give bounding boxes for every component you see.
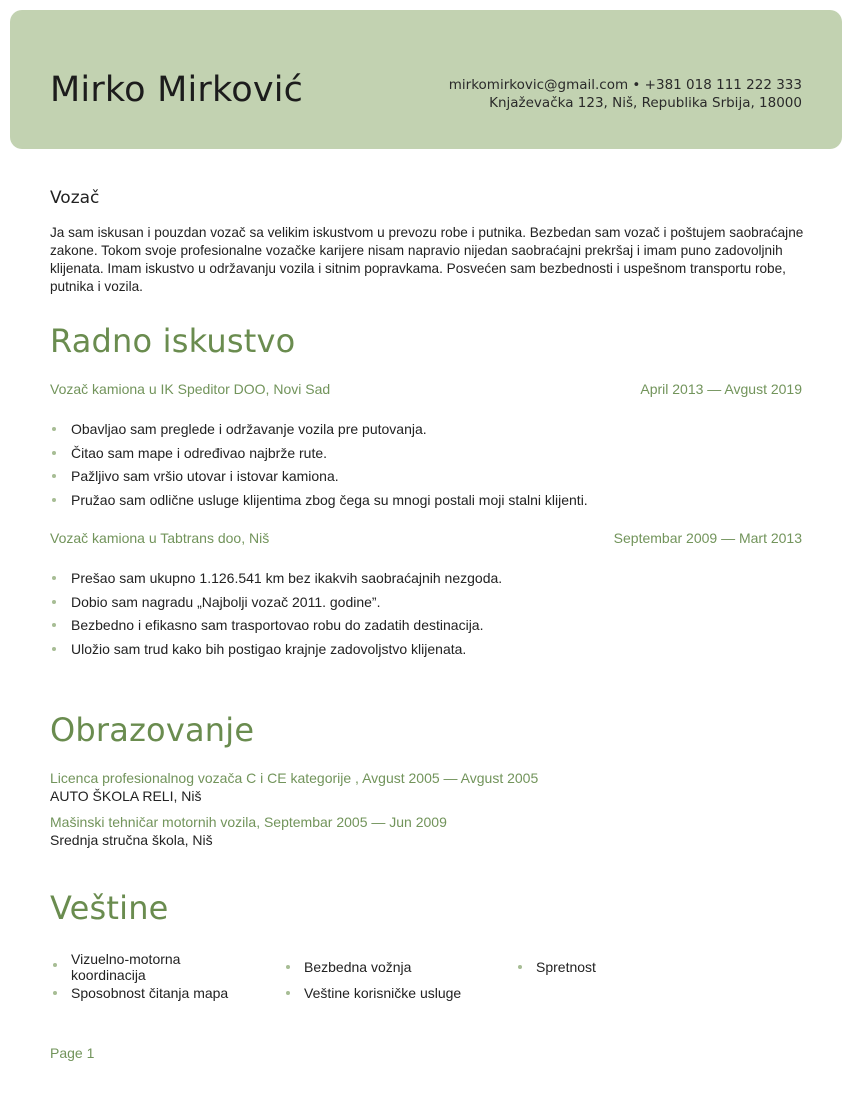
list-item [50,444,802,468]
skills-heading: Veštine [50,889,169,927]
bullet-icon [52,647,56,651]
job-dates: April 2013 — Avgust 2019 [640,381,802,397]
skill-label: Vizuelno-motorna koordinacija [71,951,181,983]
contact-info [449,76,802,112]
skill-label: Veštine korisničke usluge [304,985,462,1001]
list-item-text: Čitao sam mape i određivao najbrže rute. [71,444,328,461]
contact-email-phone: mirkomirkovic@gmail.com • +381 018 111 222 333 [448,77,802,93]
list-item-text: Pažljivo sam vršio utovar i istovar kamiona. [71,468,339,484]
list-item [50,420,802,444]
education-school: AUTO ŠKOLA RELI, Niš [50,788,202,804]
list-item-text: Bezbedno i efikasno sam trasportovao robu do zadatih destinacija. [71,617,484,633]
page-number: Page 1 [50,1045,95,1061]
bullet-icon [53,991,57,995]
header-banner [10,10,842,149]
bullet-icon [52,576,56,580]
list-item-text: Dobio sam nagradu „Najbolji vozač 2011. godine”. [71,593,381,610]
skill-item [283,985,503,1001]
job-duties-list [50,420,802,514]
list-item [50,569,802,593]
job-position: Vozač kamiona u Tabtrans doo, Niš [50,530,270,546]
candidate-name: Mirko Mirković [50,70,304,110]
job-position: Vozač kamiona u IK Speditor DOO, Novi Sad [50,381,331,397]
job-dates: Septembar 2009 — Mart 2013 [613,530,802,546]
experience-heading: Radno iskustvo [50,322,296,360]
bullet-icon [52,600,56,604]
bullet-icon [286,965,290,969]
skill-label: Bezbedna vožnja [304,959,412,975]
skill-item [50,985,270,1001]
skill-item [283,959,443,975]
list-item-text: Obavljao sam preglede i održavanje vozila pre putovanja. [71,421,427,437]
bullet-icon [53,963,57,967]
list-item [50,640,802,664]
job-entry-header [50,381,802,401]
profile-summary: Ja sam iskusan i pouzdan vozač sa velikim iskustvom u prevozu robe i putnika. Bezbedan sam vozač i poštujem saobraćajne zakone. Tokom svoje profesionalne vozačke karijere nisam napravio nijedan saobraćajni prekršaj i imam puno zadovoljnih klijenata. Imam iskustvo u održavanju vozila i sitnim popravkama. Posvećen sam bezbednosti i uspešnom transportu robe, putnika i vozila. [50,225,804,294]
list-item [50,491,802,515]
list-item-text: Uložio sam trud kako bih postigao krajnje zadovoljstvo klijenata. [71,640,467,657]
bullet-icon [52,623,56,627]
bullet-icon [52,498,56,502]
contact-address: Knjaževačka 123, Niš, Republika Srbija, 18000 [489,95,802,111]
job-entry-header [50,530,802,550]
list-item-text: Pružao sam odlične usluge klijentima zbog čega su mnogi postali moji stalni klijenti. [71,491,588,508]
skill-item [50,951,210,983]
bullet-icon [52,451,56,455]
job-duties-list [50,569,802,663]
list-item [50,616,802,640]
list-item [50,467,802,491]
list-item [50,593,802,617]
bullet-icon [518,965,522,969]
education-title: Mašinski tehničar motornih vozila, Septembar 2005 — Jun 2009 [50,814,447,830]
skill-label: Sposobnost čitanja mapa [71,985,229,1001]
bullet-icon [52,474,56,478]
bullet-icon [286,991,290,995]
list-item-text: Prešao sam ukupno 1.126.541 km bez ikakvih saobraćajnih nezgoda. [71,570,503,586]
education-school: Srednja stručna škola, Niš [50,832,213,848]
education-title: Licenca profesionalnog vozača C i CE kategorije , Avgust 2005 — Avgust 2005 [50,770,539,786]
skill-item [515,959,675,975]
profile-title: Vozač [50,188,100,208]
bullet-icon [52,427,56,431]
skill-label: Spretnost [536,959,596,975]
education-heading: Obrazovanje [50,711,255,749]
